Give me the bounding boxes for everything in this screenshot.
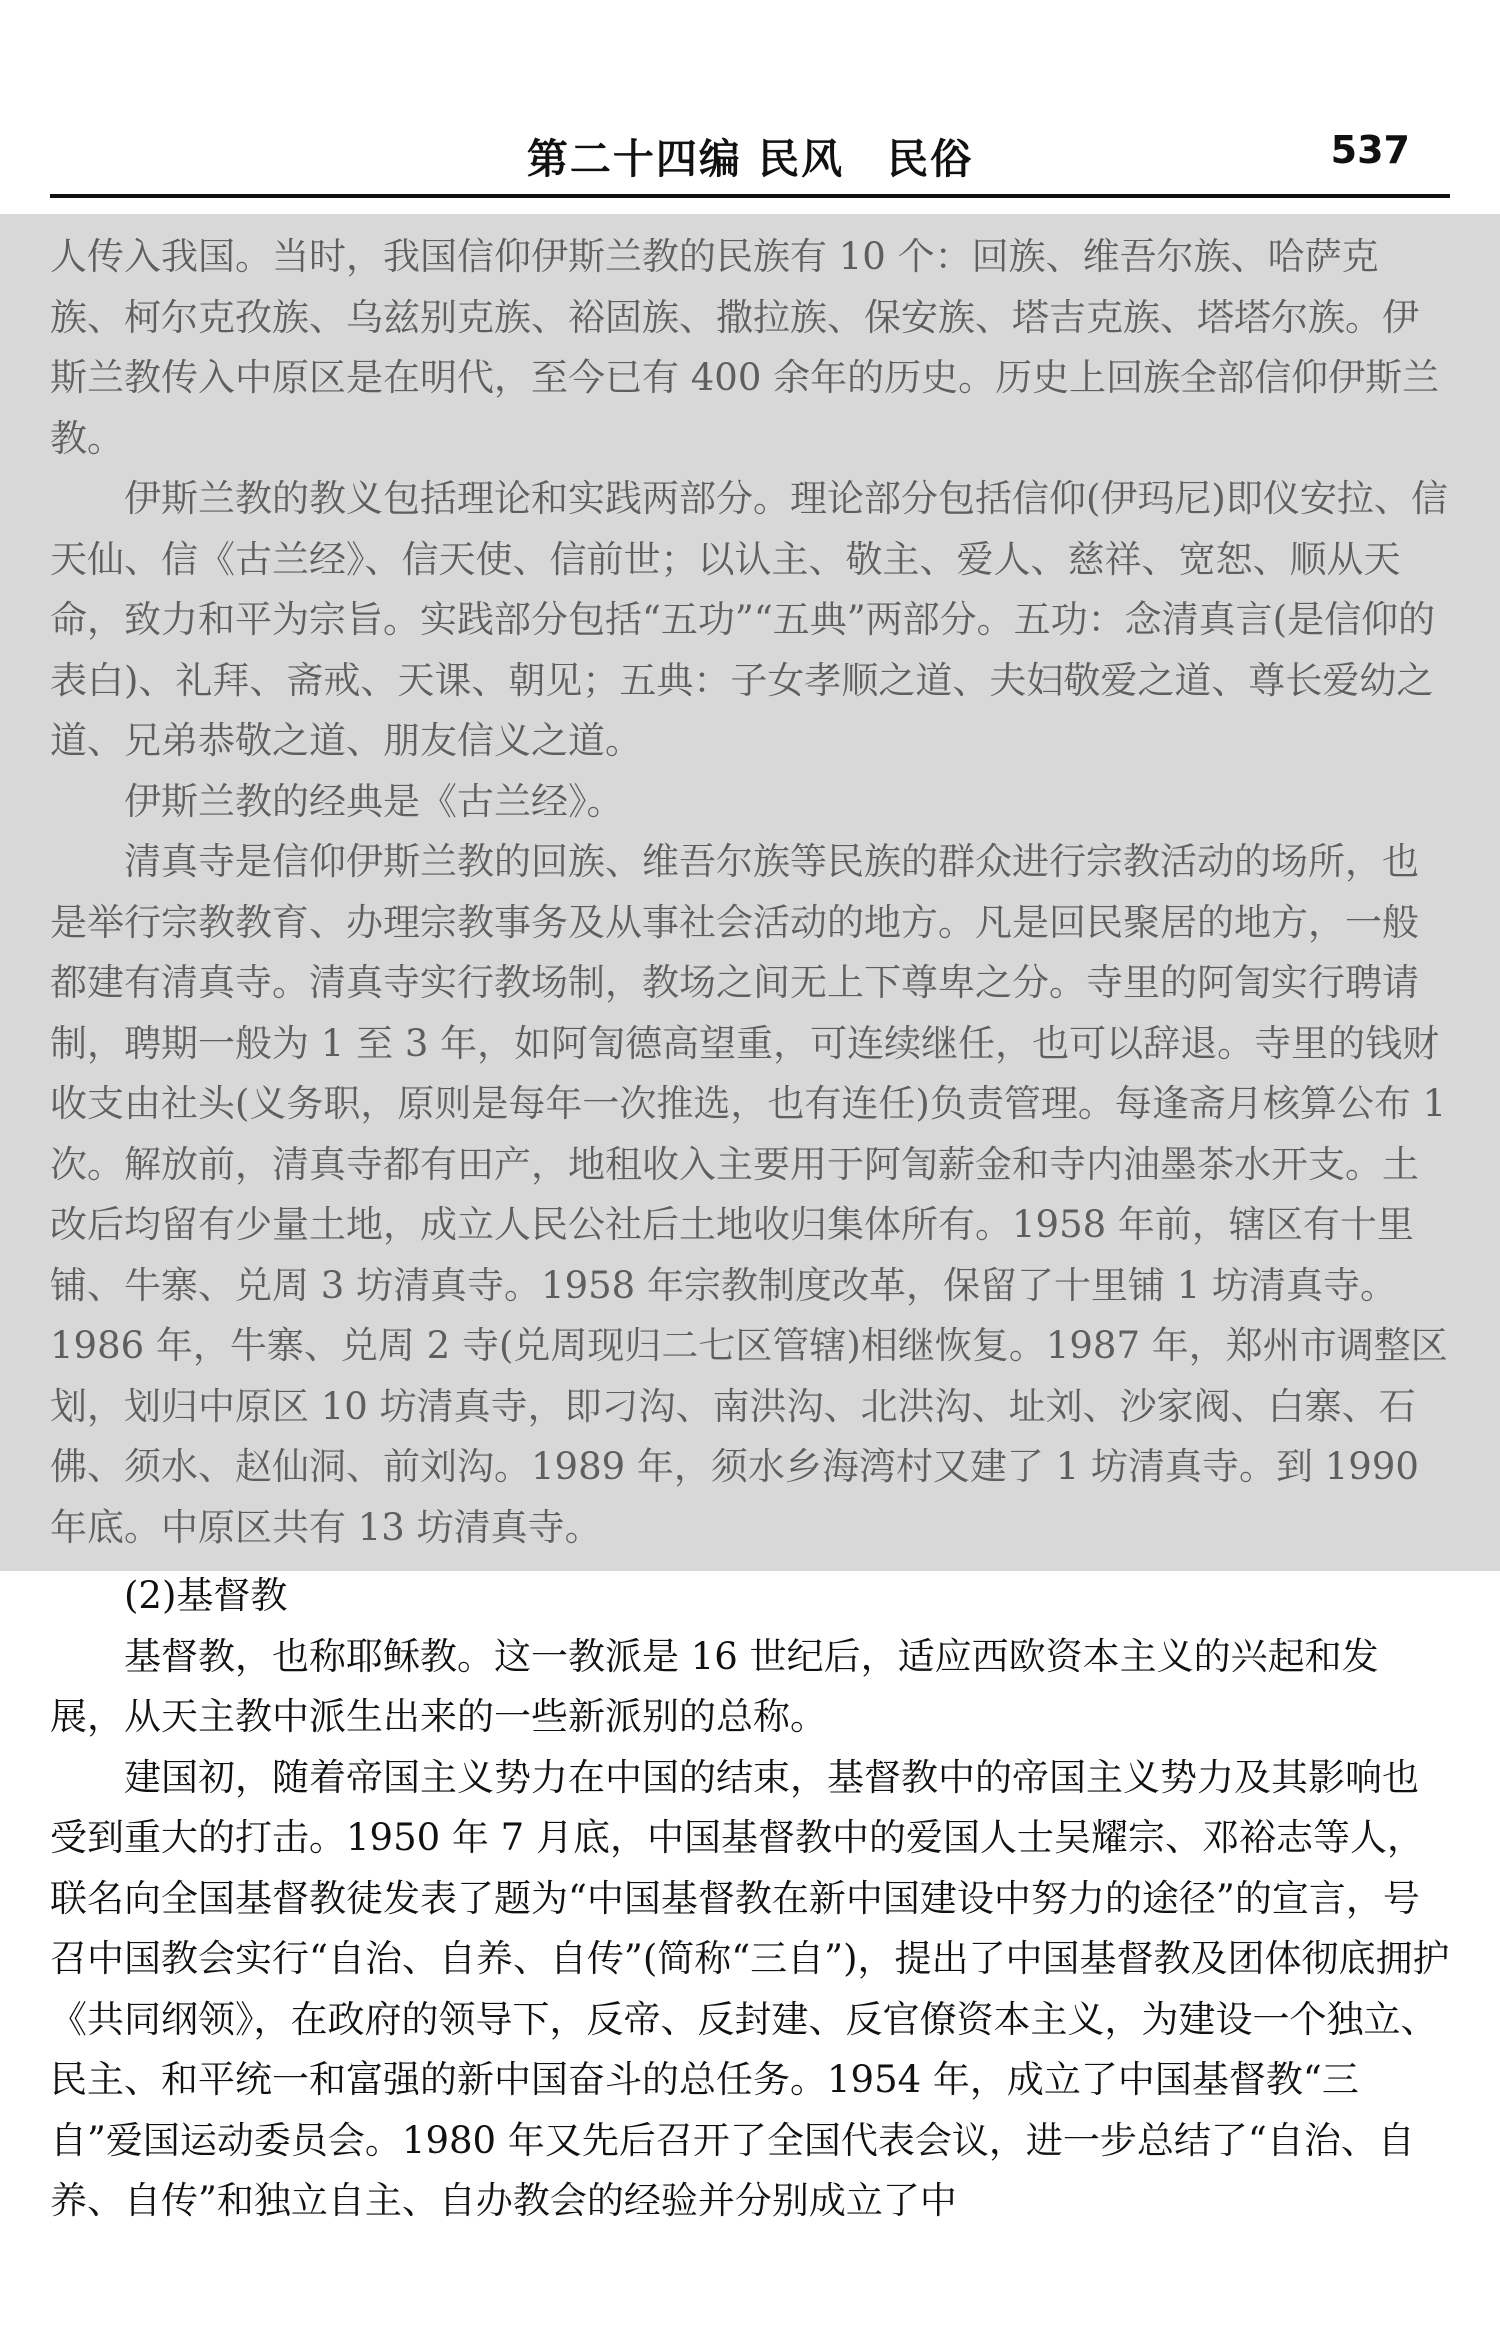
shaded-text-block <box>50 227 1450 1558</box>
paragraph: 伊斯兰教的教义包括理论和实践两部分。理论部分包括信仰(伊玛尼)即仪安拉、信天仙、信《古兰经》、信天使、信前世；以认主、敬主、爱人、慈祥、宽恕、顺从天命，致力和平为宗旨。实践部分包括“五功”“五典”两部分。五功：念清真言(是信仰的表白)、礼拜、斋戒、天课、朝见；五典：子女孝顺之道、夫妇敬爱之道、尊长爱幼之道、兄弟恭敬之道、朋友信义之道。 <box>50 477 1448 762</box>
body-text-block <box>50 1566 1450 2232</box>
section-heading: (2)基督教 <box>124 1574 288 1617</box>
page-number: 537 <box>1330 128 1410 172</box>
paragraph: 建国初，随着帝国主义势力在中国的结束，基督教中的帝国主义势力及其影响也受到重大的打击。1950 年 7 月底，中国基督教中的爱国人士吴耀宗、邓裕志等人，联名向全国基督教徒发表了题为“中国基督教在新中国建设中努力的途径”的宣言，号召中国教会实行“自治、自养、自传”(简称“三自”)，提出了中国基督教及团体彻底拥护《共同纲领》，在政府的领导下，反帝、反封建、反官僚资本主义，为建设一个独立、民主、和平统一和富强的新中国奋斗的总任务。1954 年，成立了中国基督教“三自”爱国运动委员会。1980 年又先后召开了全国代表会议，进一步总结了“自治、自养、自传”和独立自主、自办教会的经验并分别成立了中 <box>50 1755 1450 2222</box>
paragraph: 基督教，也称耶稣教。这一教派是 16 世纪后，适应西欧资本主义的兴起和发展，从天主教中派生出来的一些新派别的总称。 <box>50 1634 1379 1738</box>
paragraph: 伊斯兰教的经典是《古兰经》。 <box>124 779 624 823</box>
running-title: 第二十四编 民风 民俗 <box>526 135 974 183</box>
page-header <box>50 120 1450 198</box>
paragraph: 人传入我国。当时，我国信仰伊斯兰教的民族有 10 个：回族、维吾尔族、哈萨克族、柯尔克孜族、乌兹别克族、裕固族、撒拉族、保安族、塔吉克族、塔塔尔族。伊斯兰教传入中原区是在明代，至今已有 400 余年的历史。历史上回族全部信仰伊斯兰教。 <box>50 235 1440 460</box>
paragraph: 清真寺是信仰伊斯兰教的回族、维吾尔族等民族的群众进行宗教活动的场所，也是举行宗教教育、办理宗教事务及从事社会活动的地方。凡是回民聚居的地方，一般都建有清真寺。清真寺实行教场制，教场之间无上下尊卑之分。寺里的阿訇实行聘请制，聘期一般为 1 至 3 年，如阿訇德高望重，可连续继任，也可以辞退。寺里的钱财收支由社头(义务职，原则是每年一次推选，也有连任)负责管理。每逢斋月核算公布 1 次。解放前，清真寺都有田产，地租收入主要用于阿訇薪金和寺内油墨茶水开支。土改后均留有少量土地，成立人民公社后土地收归集体所有。1958 年前，辖区有十里铺、牛寨、兑周 3 坊清真寺。1958 年宗教制度改革，保留了十里铺 1 坊清真寺。1986 年，牛寨、兑周 2 寺(兑周现归二七区管辖)相继恢复。1987 年，郑州市调整区划，划归中原区 10 坊清真寺，即刁沟、南洪沟、北洪沟、址刘、沙家阀、白寨、石佛、须水、赵仙洞、前刘沟。1989 年，须水乡海湾村又建了 1 坊清真寺。到 1990 年底。中原区共有 13 坊清真寺。 <box>50 840 1448 1549</box>
